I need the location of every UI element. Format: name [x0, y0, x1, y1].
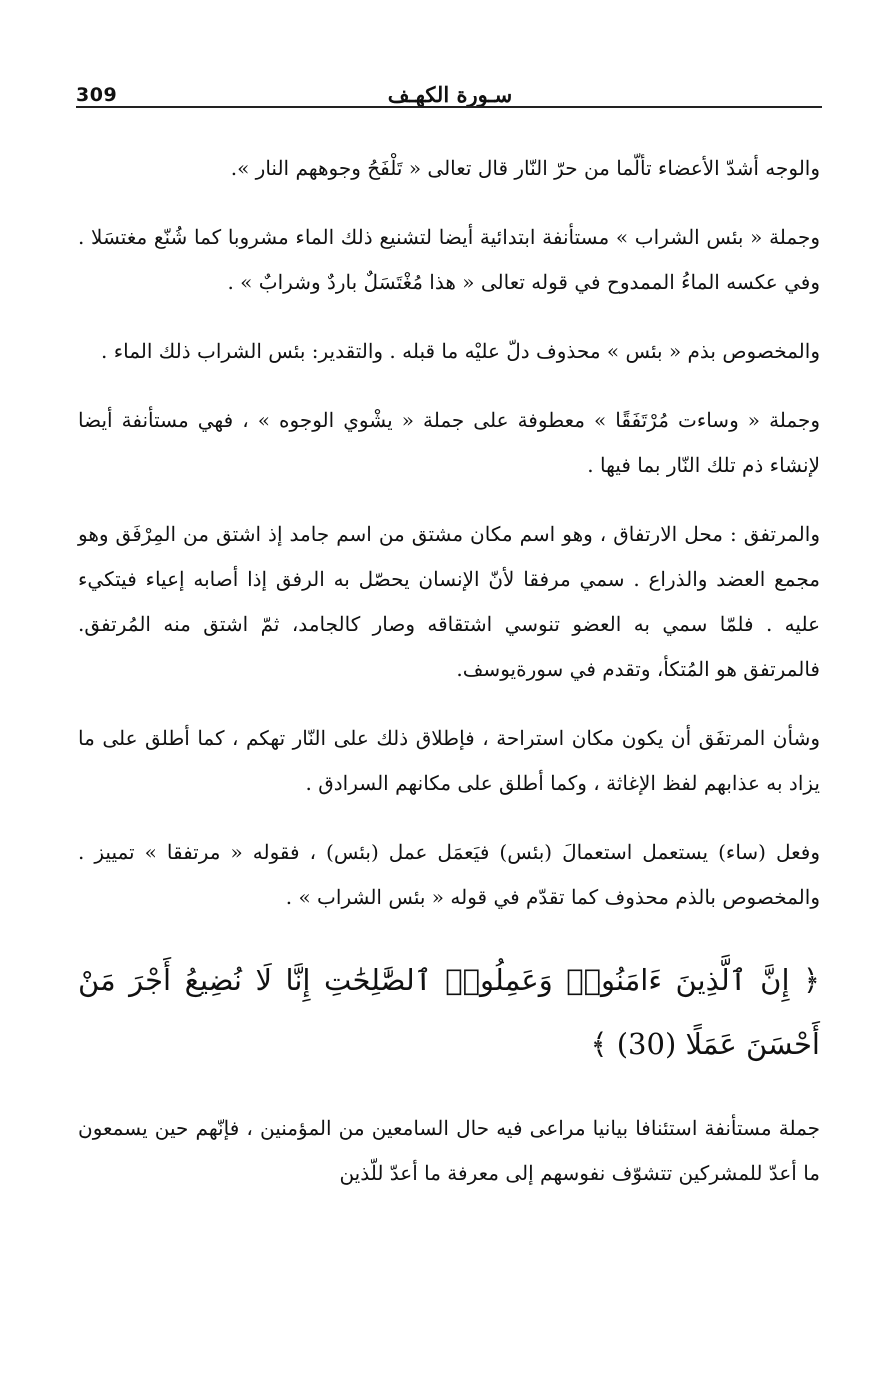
- quran-verse-30: ﴿ إِنَّ ٱلَّذِينَ ءَامَنُوا۟ وَعَمِلُوا۟ ٱلصَّٰلِحَٰتِ إِنَّا لَا نُضِيعُ أَجْرَ مَنْ أَحْسَنَ عَمَلًا (30) ﴾: [78, 963, 820, 1061]
- page-body: [78, 146, 820, 1196]
- paragraph-fire-faces: والوجه أشدّ الأعضاء تألّما من حرّ النّار قال تعالى « تَلْفَحُ وجوههم النار ».: [230, 156, 820, 180]
- header-divider: [76, 106, 822, 108]
- paragraph-murtafaq-definition: والمرتفق : محل الارتفاق ، وهو اسم مكان مشتق من اسم جامد إذ اشتق من المِرْفَق وهو مجمع العضد والذراع . سمي مرفقا لأنّ الإنسان يحصّل به الرفق إذا أصابه إعياء فيتكيء عليه . فلمّا سمي به العضو تنوسي اشتقاقه وصار كالجامد، ثمّ اشتق منه المُرتفق. فالمرتفق هو المُتكأ، وتقدم في سورةيوسف.: [78, 522, 820, 681]
- paragraph-murtafaq-irony: وشأن المرتفَق أن يكون مكان استراحة ، فإطلاق ذلك على النّار تهكم ، كما أطلق على ما يزاد به عذابهم لفظ الإغاثة ، وكما أطلق على مكانهم السرادق .: [78, 726, 820, 795]
- paragraph-verse-commentary: جملة مستأنفة استئنافا بيانيا مراعى فيه حال السامعين من المؤمنين ، فإنّهم حين يسمعون ما أعدّ للمشركين تتشوّف نفوسهم إلى معرفة ما أعدّ للّذين: [78, 1116, 820, 1185]
- paragraph-bi-sa-al-sharab: وجملة « بئس الشراب » مستأنفة ابتدائية أيضا لتشنيع ذلك الماء مشروبا كما شُنّع مغتسَلا . وفي عكسه الماءُ الممدوح في قوله تعالى « هذا مُغْتَسَلٌ باردٌ وشرابٌ » .: [78, 225, 820, 294]
- page-number: 309: [76, 84, 118, 106]
- paragraph-sa-at-murtafaqa: وجملة « وساءت مُرْتَفَقًا » معطوفة على جملة « يشْوي الوجوه » ، فهي مستأنفة أيضا لإنشاء ذم تلك النّار بما فيها .: [78, 408, 820, 477]
- paragraph-verb-sa-a: وفعل (ساء) يستعمل استعمالَ (بئس) فيَعمَل عمل (بئس) ، فقوله « مرتفقا » تمييز . والمخصوص بالذم محذوف كما تقدّم في قوله « بئس الشراب » .: [78, 840, 820, 909]
- paragraph-dispraised-subject: والمخصوص بذم « بئس » محذوف دلّ عليْه ما قبله . والتقدير: بئس الشراب ذلك الماء .: [101, 339, 820, 363]
- running-title: سـورة الكهـف: [387, 82, 513, 107]
